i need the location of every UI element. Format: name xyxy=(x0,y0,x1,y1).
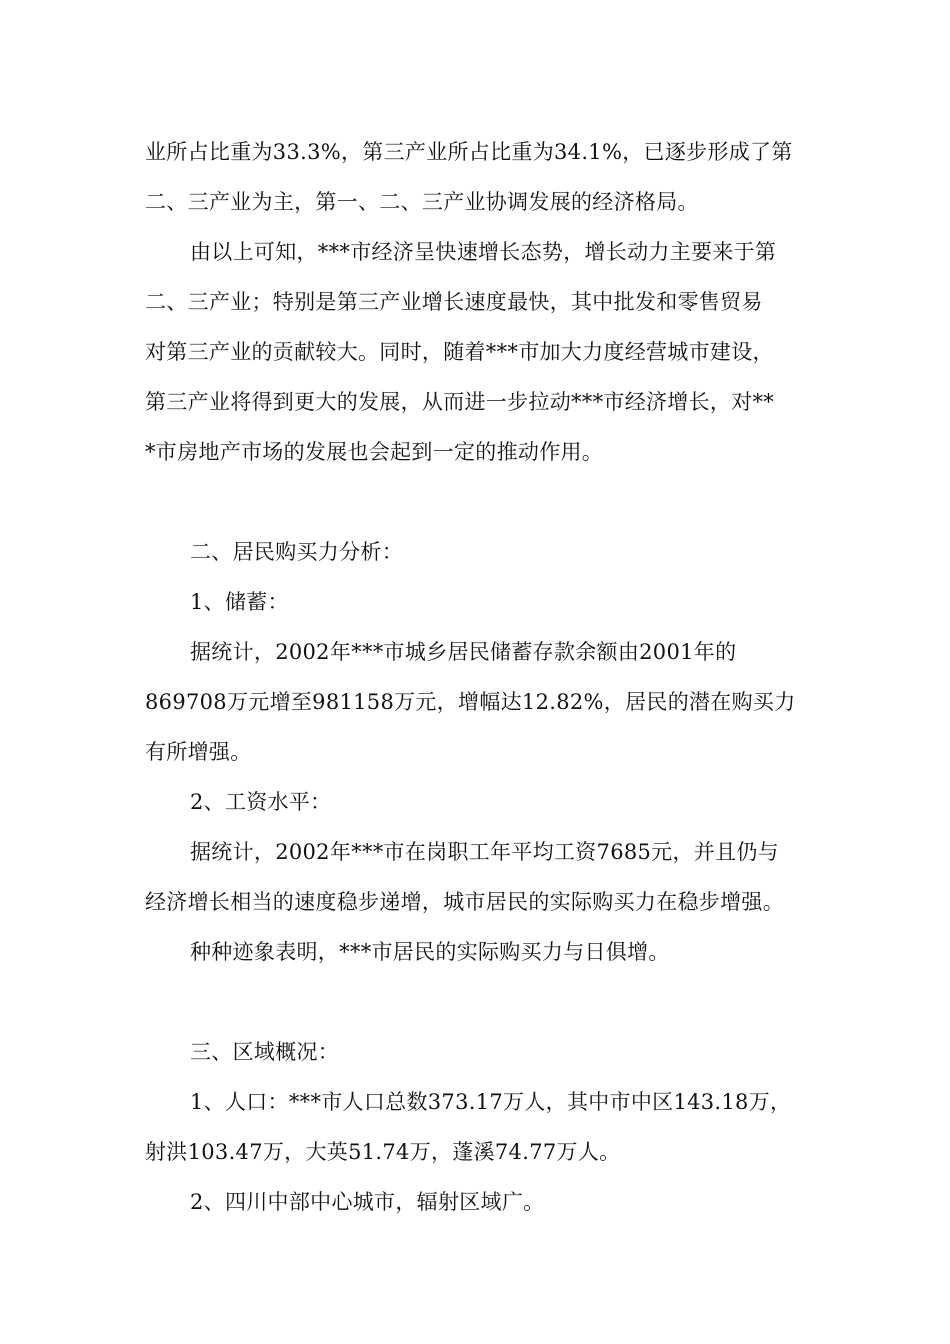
paragraph-line: 由以上可知，***市经济呈快速增长态势，增长动力主要来于第 xyxy=(190,240,777,264)
paragraph-line: 据统计，2002年***市城乡居民储蓄存款余额由2001年的 xyxy=(190,640,737,664)
paragraph-line: 869708万元增至981158万元，增幅达12.82%，居民的潜在购买力 xyxy=(145,690,796,714)
paragraph-line: 第三产业将得到更大的发展，从而进一步拉动***市经济增长，对** xyxy=(145,390,775,414)
paragraph-line: *市房地产市场的发展也会起到一定的推动作用。 xyxy=(145,440,604,464)
section-heading: 三、区域概况： xyxy=(190,1040,340,1064)
subsection-heading: 1、储蓄： xyxy=(190,590,289,614)
paragraph-line: 据统计，2002年***市在岗职工年平均工资7685元，并且仍与 xyxy=(190,840,779,864)
paragraph-line: 二、三产业；特别是第三产业增长速度最快，其中批发和零售贸易 xyxy=(145,290,763,314)
subsection-heading: 2、工资水平： xyxy=(190,790,332,814)
paragraph-line: 2、四川中部中心城市，辐射区域广。 xyxy=(190,1190,545,1214)
paragraph-line: 业所占比重为33.3%，第三产业所占比重为34.1%，已逐步形成了第 xyxy=(145,140,793,164)
paragraph-line: 种种迹象表明，***市居民的实际购买力与日俱增。 xyxy=(190,940,670,964)
paragraph-line: 1、人口：***市人口总数373.17万人，其中市中区143.18万， xyxy=(190,1090,792,1114)
paragraph-line: 对第三产业的贡献较大。同时，随着***市加大力度经营城市建设， xyxy=(145,340,774,364)
paragraph-line: 经济增长相当的速度稳步递增，城市居民的实际购买力在稳步增强。 xyxy=(145,890,784,914)
section-heading: 二、居民购买力分析： xyxy=(190,540,403,564)
paragraph-line: 有所增强。 xyxy=(145,740,252,764)
paragraph-line: 二、三产业为主，第一、二、三产业协调发展的经济格局。 xyxy=(145,190,699,214)
paragraph-line: 射洪103.47万，大英51.74万，蓬溪74.77万人。 xyxy=(145,1140,621,1164)
